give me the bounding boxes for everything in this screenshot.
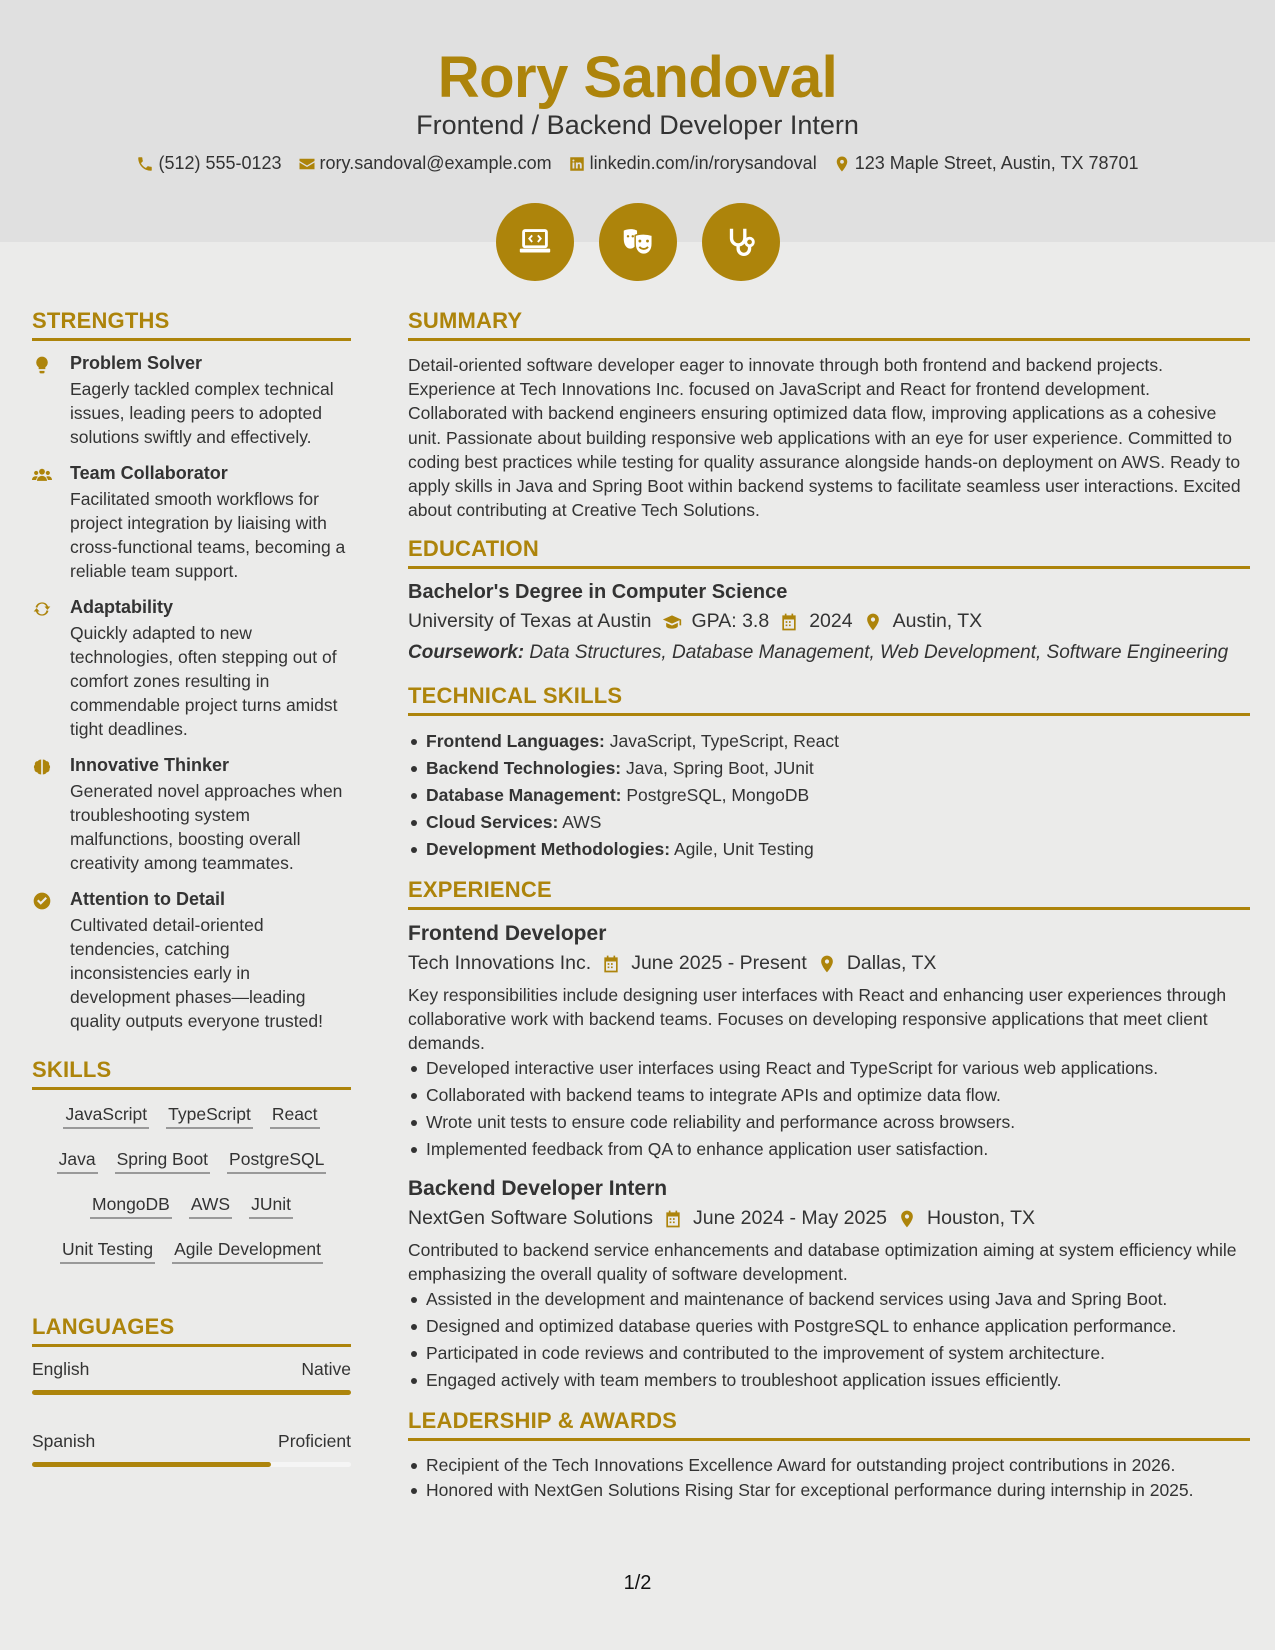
contact-linkedin[interactable] [568,153,817,174]
skill-tag: MongoDB [90,1194,172,1219]
strength-desc: Cultivated detail-oriented tendencies, catching inconsistencies early in development phases—leading quality outputs everyone trusted! [70,915,323,1031]
map-marker-icon [897,1209,917,1229]
language-level: Proficient [278,1431,351,1451]
languages-heading: LANGUAGES [32,1314,351,1347]
map-marker-icon [863,612,883,632]
list-item: Honored with NextGen Solutions Rising Star for exceptional performance during internship in 2025. [408,1478,1250,1503]
job-location: Dallas, TX [846,952,937,975]
skill-tag: Agile Development [172,1239,323,1264]
education-coursework [408,641,1250,665]
theater-masks-icon [619,223,657,261]
job-entry [408,922,1250,1163]
list-item: Developed interactive user interfaces using React and TypeScript for various web applications. [408,1055,1250,1082]
strength-item [32,353,351,449]
list-item: Recipient of the Tech Innovations Excellence Award for outstanding project contributions in 2026. [408,1453,1250,1478]
education-school: University of Texas at Austin [408,610,652,633]
candidate-name: Rory Sandoval [437,45,838,110]
coursework-text: Data Structures, Database Management, Web Development, Software Engineering [529,642,1229,664]
strength-title: Team Collaborator [70,463,228,483]
technical-skills-heading: TECHNICAL SKILLS [408,683,1250,716]
tech-skill-value: AWS [562,812,602,833]
contact-phone[interactable] [136,153,281,174]
job-company: NextGen Software Solutions [408,1207,653,1230]
skills-tags [32,1102,351,1264]
strength-item [32,889,351,1033]
users-icon [32,465,52,485]
education-heading: EDUCATION [408,536,1250,569]
stethoscope-icon [722,223,760,261]
hobby-icon-row [0,203,1275,281]
strength-item [32,597,351,741]
strengths-heading: STRENGTHS [32,308,351,341]
strength-desc: Quickly adapted to new technologies, often stepping out of comfort zones resulting in commendable project turns amidst tight deadlines. [70,623,338,739]
phone-text: (512) 555-0123 [158,153,282,173]
skill-tag: PostgreSQL [227,1149,326,1174]
left-column [32,308,351,1503]
tech-skill-label: Frontend Languages: [426,731,605,752]
contact-address [833,153,1139,174]
envelope-icon [298,155,316,173]
language-bar [32,1390,351,1395]
calendar-icon [779,612,799,632]
address-text: 123 Maple Street, Austin, TX 78701 [854,153,1139,173]
skill-tag: AWS [189,1194,232,1219]
linkedin-icon [568,155,586,173]
list-item [408,809,1250,836]
strength-desc: Facilitated smooth workflows for project integration by liaising with cross-functional teams, becoming a reliable team support. [70,489,346,581]
candidate-title: Frontend / Backend Developer Intern [416,110,859,140]
language-name: English [32,1359,90,1379]
skill-tag: TypeScript [166,1104,253,1129]
leadership-list [408,1453,1250,1502]
strength-title: Problem Solver [70,353,203,373]
tech-skill-label: Backend Technologies: [426,758,622,779]
summary-text: Detail-oriented software developer eager to innovate through both frontend and backend projects. Experience at Tech Innovations Inc. focused on JavaScript and React for frontend development. Collaborated with backend engineers ensuring optimized data flow, improving applications as a cohesive unit. Passionate about building responsive web applications with an eye for user experience. Committed to coding best practices while testing for quality assurance alongside hands-on deployment on AWS. Ready to apply skills in Java and Spring Boot within backend systems to facilitate seamless user interactions. Excited about contributing at Creative Tech Solutions. [408,355,1241,521]
skills-heading: SKILLS [32,1057,351,1090]
skill-tag: JavaScript [63,1104,149,1129]
language-bar [32,1462,351,1467]
job-location: Houston, TX [927,1207,1036,1230]
list-item [408,836,1250,863]
skill-tag: React [270,1104,320,1129]
page-number: 1/2 [623,1572,652,1594]
lightbulb-icon [32,355,52,375]
strength-title: Adaptability [70,597,174,617]
job-title: Frontend Developer [408,922,607,946]
map-marker-icon [817,954,837,974]
job-title: Backend Developer Intern [408,1177,668,1201]
tech-skill-label: Development Methodologies: [426,839,671,860]
phone-icon [136,155,154,173]
technical-skills-list [408,728,1250,863]
sync-icon [32,599,52,619]
job-description: Contributed to backend service enhancements and database optimization aiming at system efficiency while emphasizing the overall quality of software development. [408,1240,1237,1285]
tech-skill-value: JavaScript, TypeScript, React [609,731,839,752]
language-row [32,1431,351,1452]
laptop-code-icon [516,223,554,261]
list-item: Collaborated with backend teams to integrate APIs and optimize data flow. [408,1082,1250,1109]
job-dates: June 2025 - Present [631,952,807,975]
list-item: Assisted in the development and maintenance of backend services using Java and Spring Boot. [408,1286,1250,1313]
skill-tag: Unit Testing [60,1239,155,1264]
hobby-medicine [702,203,780,281]
education-year: 2024 [809,610,853,633]
skill-tag: Spring Boot [115,1149,210,1174]
job-bullets [408,1055,1250,1163]
experience-heading: EXPERIENCE [408,877,1250,910]
brain-icon [32,757,52,777]
job-meta [408,1207,1250,1230]
right-column [408,308,1250,1516]
strength-item [32,755,351,875]
language-level: Native [301,1359,351,1379]
job-entry [408,1177,1250,1394]
list-item: Engaged actively with team members to troubleshoot application issues efficiently. [408,1367,1250,1394]
language-row [32,1359,351,1380]
tech-skill-value: Java, Spring Boot, JUnit [626,758,814,779]
job-dates: June 2024 - May 2025 [692,1207,888,1230]
tech-skill-label: Cloud Services: [426,812,559,833]
job-description: Key responsibilities include designing user interfaces with React and enhancing user experiences through collaborative work with backend teams. Focuses on developing responsive applications that meet client demands. [408,985,1227,1054]
email-text: rory.sandoval@example.com [319,153,552,173]
hobby-theater [599,203,677,281]
check-circle-icon [32,891,52,911]
graduation-cap-icon [662,612,682,632]
contact-row [0,153,1275,174]
tech-skill-value: Agile, Unit Testing [673,839,814,860]
calendar-icon [663,1209,683,1229]
list-item [408,755,1250,782]
job-company: Tech Innovations Inc. [408,952,592,975]
linkedin-text: linkedin.com/in/rorysandoval [589,153,817,173]
education-meta [408,610,1250,633]
calendar-icon [601,954,621,974]
strength-title: Attention to Detail [70,889,225,909]
leadership-heading: LEADERSHIP & AWARDS [408,1408,1250,1441]
list-item [408,782,1250,809]
language-bar-fill [32,1390,351,1395]
education-gpa: GPA: 3.8 [691,610,770,633]
contact-email[interactable] [298,153,552,174]
skill-tag: Java [57,1149,98,1174]
job-bullets [408,1286,1250,1394]
language-bar-fill [32,1462,271,1467]
tech-skill-label: Database Management: [426,785,622,806]
list-item: Wrote unit tests to ensure code reliability and performance across browsers. [408,1109,1250,1136]
education-location: Austin, TX [892,610,983,633]
job-meta [408,952,1250,975]
education-degree: Bachelor's Degree in Computer Science [408,581,788,604]
tech-skill-value: PostgreSQL, MongoDB [626,785,810,806]
map-marker-icon [833,155,851,173]
strength-desc: Generated novel approaches when troubleshooting system malfunctions, boosting overall creativity among teammates. [70,781,343,873]
hobby-coding [496,203,574,281]
list-item: Designed and optimized database queries with PostgreSQL to enhance application performance. [408,1313,1250,1340]
summary-heading: SUMMARY [408,308,1250,341]
language-name: Spanish [32,1431,96,1451]
strength-item [32,463,351,583]
skill-tag: JUnit [249,1194,293,1219]
coursework-label: Coursework: [408,642,525,664]
list-item [408,728,1250,755]
strength-title: Innovative Thinker [70,755,230,775]
strength-desc: Eagerly tackled complex technical issues, leading peers to adopted solutions swiftly and effectively. [70,379,334,447]
list-item: Participated in code reviews and contributed to the improvement of system architecture. [408,1340,1250,1367]
list-item: Implemented feedback from QA to enhance application user satisfaction. [408,1136,1250,1163]
